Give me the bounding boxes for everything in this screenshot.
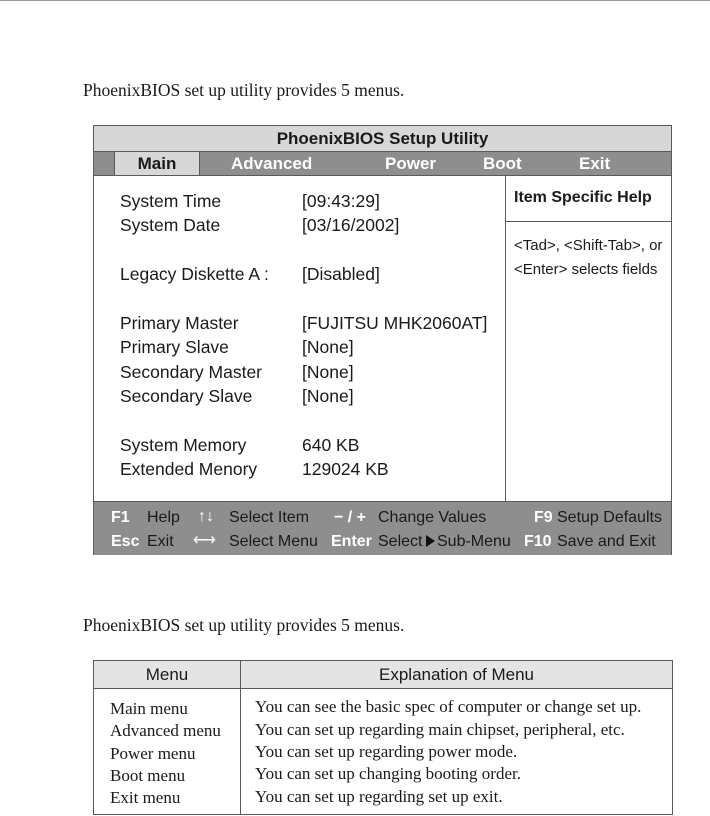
up-down-arrows-icon: ↑↓: [198, 508, 214, 525]
field-value-system-memory: 640 KB: [302, 435, 360, 455]
field-value-system-date[interactable]: [03/16/2002]: [302, 215, 400, 235]
field-label-system-memory: System Memory: [120, 435, 247, 455]
intro-text-2: PhoenixBIOS set up utility provides 5 menus.: [83, 615, 405, 635]
bios-main-panel: [94, 176, 671, 501]
key-f9-label: Setup Defaults: [557, 509, 662, 526]
key-minus-plus: − / +: [334, 509, 367, 526]
menu-tab-advanced[interactable]: Advanced: [231, 154, 313, 173]
table-row-menu: Exit menu: [110, 788, 181, 807]
help-title: Item Specific Help: [506, 176, 671, 222]
field-label-legacy-diskette: Legacy Diskette A :: [120, 264, 269, 284]
field-value-secondary-master[interactable]: [None]: [302, 362, 354, 382]
field-value-system-time[interactable]: [09:43:29]: [302, 191, 380, 211]
menu-explanation-table: [93, 660, 673, 815]
table-row-menu: Boot menu: [110, 766, 186, 785]
item-specific-help-pane: [505, 176, 671, 501]
help-text: [514, 234, 674, 282]
key-f10: F10: [524, 533, 552, 550]
page-top-rule: [0, 0, 710, 1]
table-column-divider: [240, 661, 241, 814]
left-right-arrow-icon: ⟷: [193, 532, 216, 549]
key-f1-label: Help: [147, 509, 180, 526]
help-line-2: <Enter> selects fields: [514, 261, 658, 278]
menu-tab-exit[interactable]: Exit: [579, 154, 611, 173]
table-header-menu: Menu: [145, 665, 189, 684]
help-line-1: <Tad>, <Shift-Tab>, or: [514, 237, 663, 254]
field-label-secondary-master: Secondary Master: [120, 362, 263, 382]
field-label-system-date: System Date: [120, 215, 221, 235]
field-label-extended-memory: Extended Menory: [120, 459, 258, 479]
field-label-secondary-slave: Secondary Slave: [120, 386, 253, 406]
table-row-explanation: You can set up changing booting order.: [255, 764, 521, 783]
table-header-explanation: Explanation of Menu: [379, 665, 534, 684]
menu-tab-main[interactable]: Main: [114, 152, 200, 175]
bios-key-legend: [94, 501, 671, 555]
intro-text: PhoenixBIOS set up utility provides 5 menus.: [83, 80, 405, 100]
field-value-secondary-slave[interactable]: [None]: [302, 386, 354, 406]
submenu-triangle-icon: [426, 535, 435, 547]
bios-title: PhoenixBIOS Setup Utility: [94, 126, 671, 152]
table-row-explanation: You can set up regarding power mode.: [255, 742, 518, 761]
table-header: [94, 661, 672, 689]
key-f10-label: Save and Exit: [557, 533, 656, 550]
field-value-extended-memory: 129024 KB: [302, 459, 389, 479]
key-f1: F1: [111, 509, 130, 526]
field-value-primary-master[interactable]: [FUJITSU MHK2060AT]: [302, 313, 488, 333]
key-updown-label: Select Item: [229, 509, 310, 526]
key-minus-plus-label: Change Values: [378, 509, 487, 526]
submenu-group: [425, 533, 511, 551]
table-row-menu: Power menu: [110, 744, 196, 763]
bios-setup-window: [93, 125, 672, 555]
field-value-primary-slave[interactable]: [None]: [302, 337, 354, 357]
key-esc: Esc: [111, 533, 140, 550]
field-label-primary-slave: Primary Slave: [120, 337, 229, 357]
key-leftright-label: Select Menu: [229, 533, 318, 550]
field-label-system-time: System Time: [120, 191, 222, 211]
bios-menubar: [94, 152, 671, 176]
table-row-explanation: You can set up regarding main chipset, peripheral, etc.: [255, 720, 625, 739]
key-esc-label: Exit: [147, 533, 174, 550]
table-row-explanation: You can set up regarding set up exit.: [255, 787, 503, 806]
field-value-legacy-diskette[interactable]: [Disabled]: [302, 264, 380, 284]
key-enter-label: Select: [378, 533, 423, 550]
table-row-explanation: You can see the basic spec of computer or change set up.: [255, 697, 642, 716]
key-f9: F9: [534, 509, 553, 526]
menu-tab-power[interactable]: Power: [385, 154, 437, 173]
table-row-menu: Main menu: [110, 699, 188, 718]
key-submenu-label: Sub-Menu: [437, 533, 511, 550]
key-enter: Enter: [331, 533, 372, 550]
table-row-menu: Advanced menu: [110, 721, 221, 740]
field-label-primary-master: Primary Master: [120, 313, 239, 333]
menu-tab-boot[interactable]: Boot: [483, 154, 522, 173]
